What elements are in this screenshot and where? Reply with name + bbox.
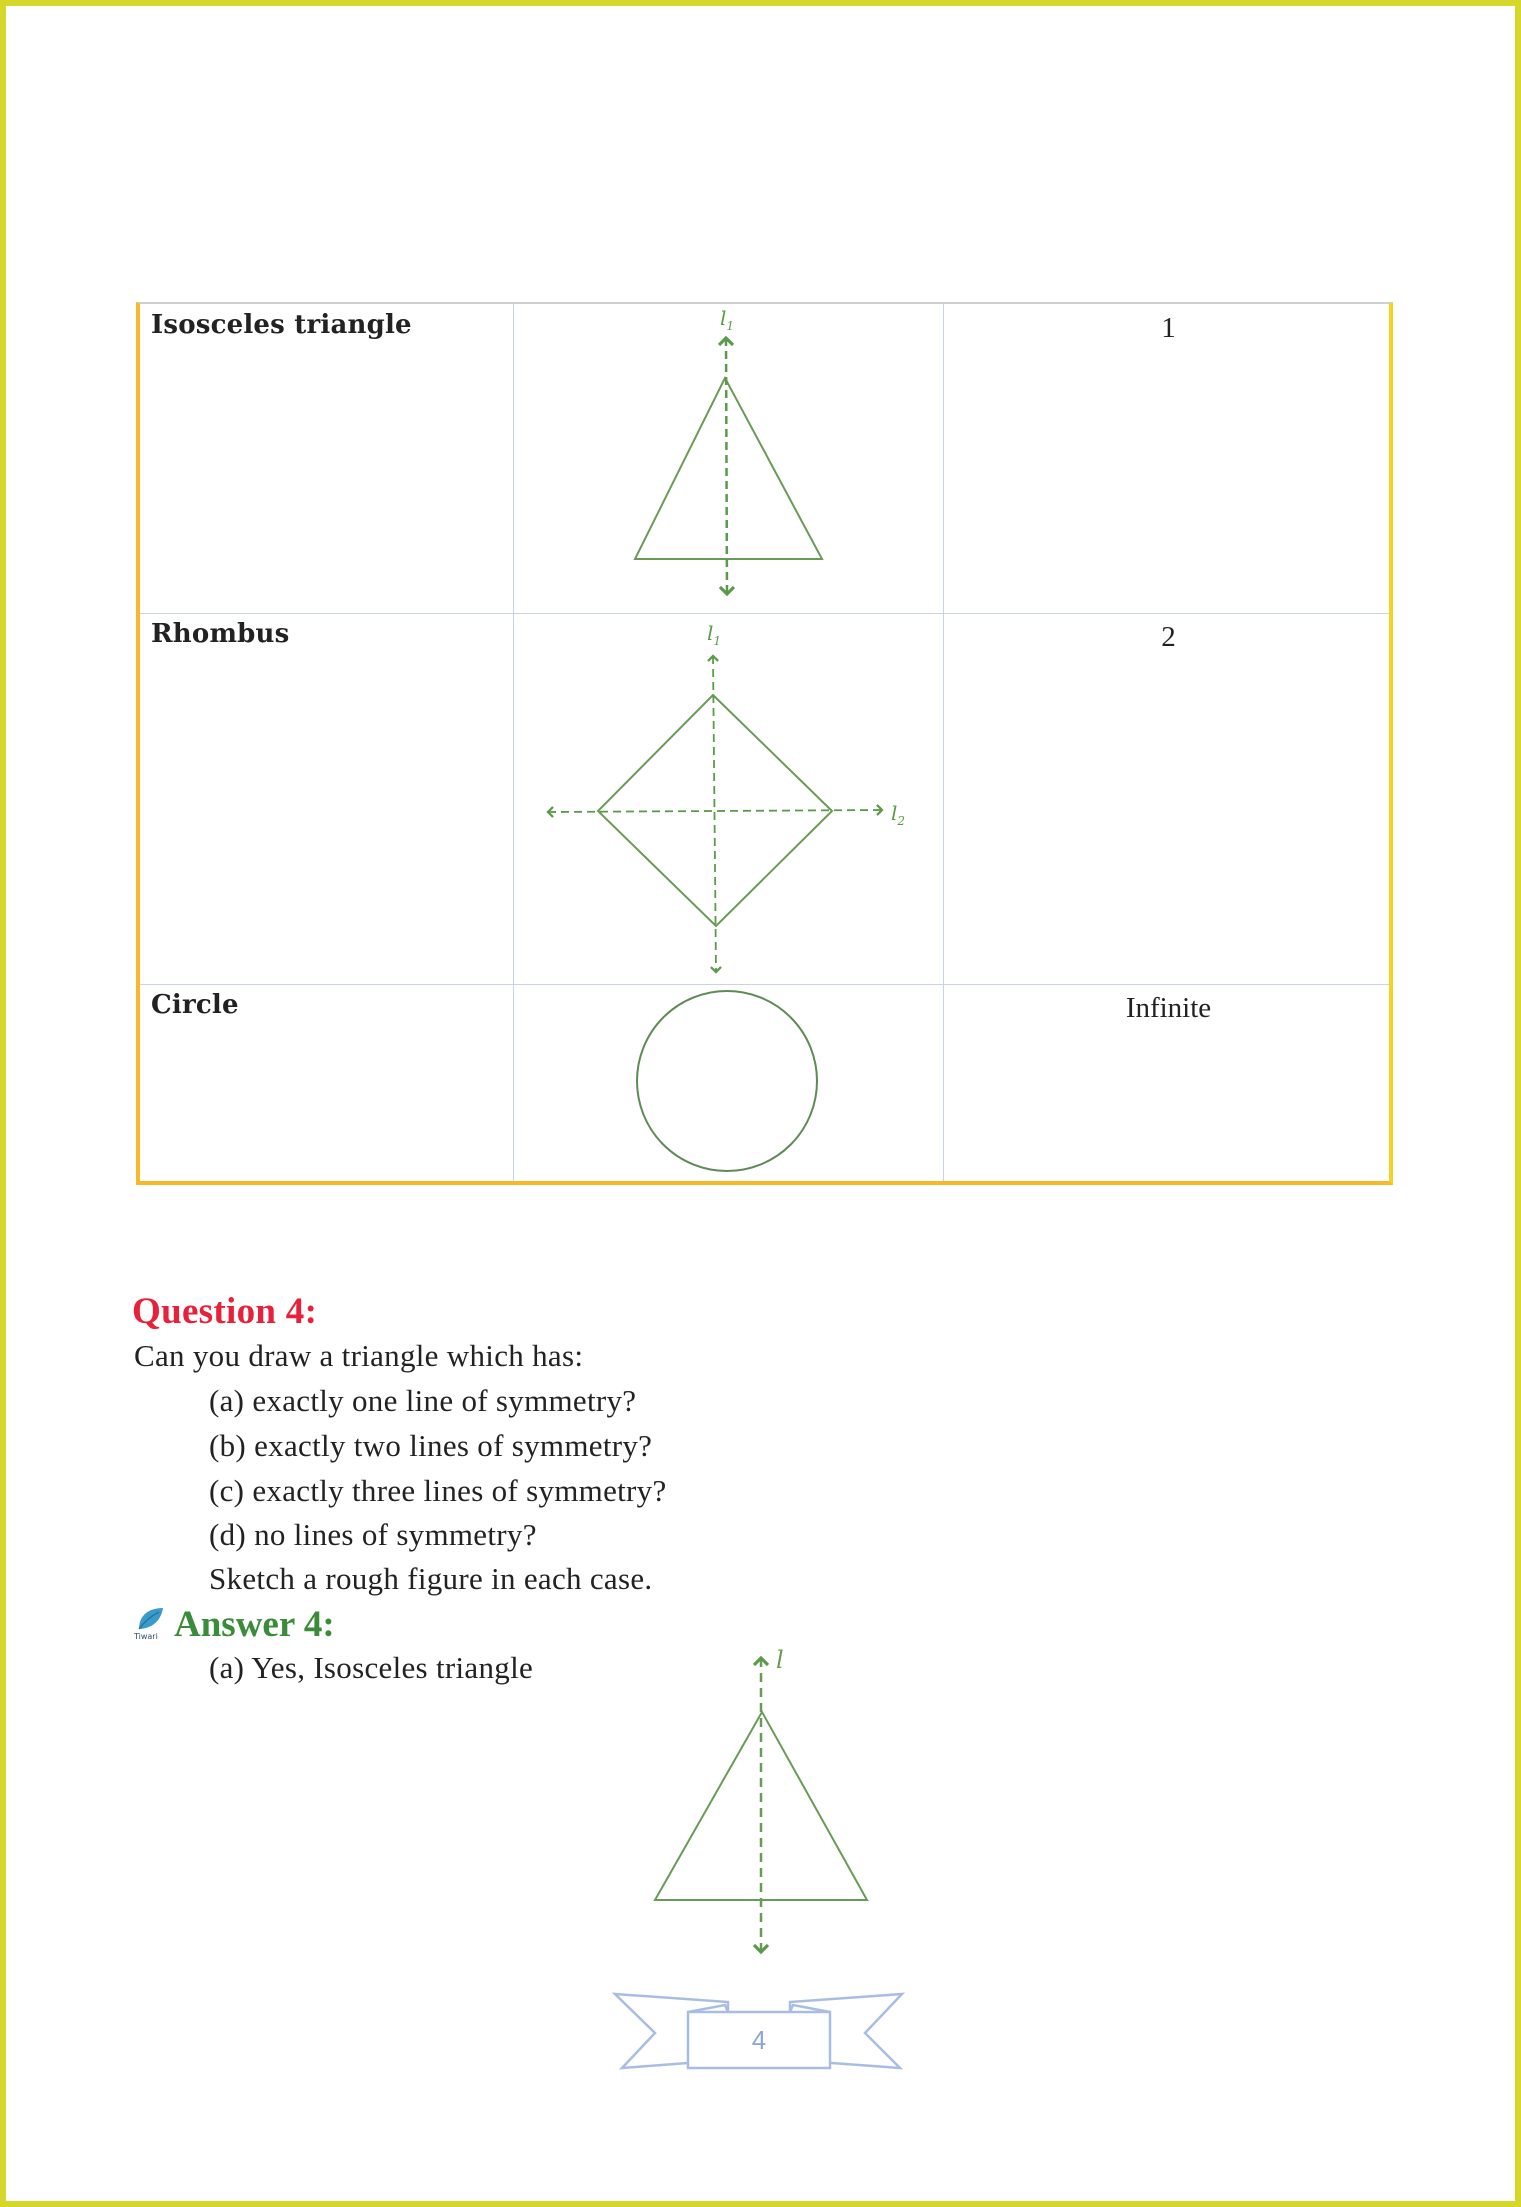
answer-title: Answer 4: [174,1604,335,1645]
shape-name: Circle [151,990,239,1020]
lines-of-symmetry: 1 [1161,312,1176,344]
shape-name: Rhombus [151,619,290,649]
question-title: Question 4: [132,1291,318,1332]
question-instruction: Sketch a rough figure in each case. [209,1561,653,1596]
lines-of-symmetry: 2 [1161,621,1176,653]
lines-of-symmetry: Infinite [1125,992,1212,1024]
isosceles-triangle-figure [635,306,822,594]
answer-isosceles-triangle-figure [655,1646,867,1952]
circle-figure [637,991,817,1171]
question-item-a: (a) exactly one line of symmetry? [209,1383,637,1418]
axis-label-l1: $l_1$ [720,306,735,333]
svg-text:Tiwari: Tiwari [134,1632,158,1641]
axis-label-l1: $l_1$ [707,621,722,648]
tiwari-logo-icon [133,1605,169,1641]
answer-item-a: (a) Yes, Isosceles triangle [209,1650,534,1685]
question-item-b: (b) exactly two lines of symmetry? [209,1428,653,1463]
question-prompt: Can you draw a triangle which has: [134,1338,584,1373]
page-number: 4 [751,2025,767,2055]
question-item-d: (d) no lines of symmetry? [209,1517,537,1552]
rhombus-figure [548,621,905,972]
shape-name: Isosceles triangle [151,310,412,340]
question-item-c: (c) exactly three lines of symmetry? [209,1473,667,1508]
axis-label-l: l [776,1646,784,1674]
axis-label-l2: $l_2$ [891,801,906,828]
